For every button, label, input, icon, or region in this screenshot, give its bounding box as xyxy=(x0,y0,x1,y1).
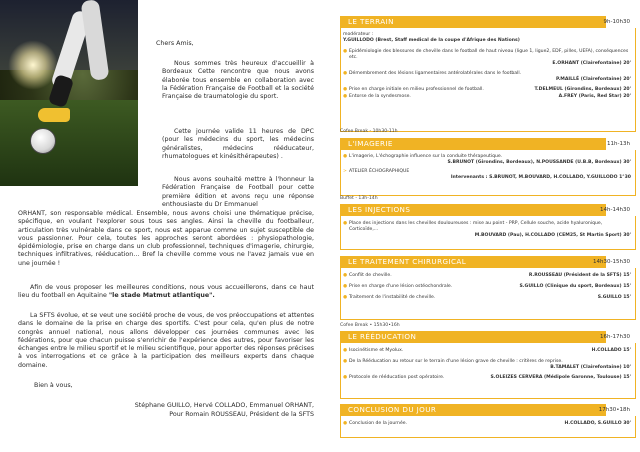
bullet-icon: ● xyxy=(343,154,348,159)
letter-closing: Bien à vous, xyxy=(34,382,73,389)
stadium-light xyxy=(8,40,58,90)
program-item: ● Place des injections dans les chevilles douloureuses : mise au point - PRP, Cellule souche, acide hyaluronique, Corticoïde,... M.BOUVARD (Pau), H.COLLADO (CEM25, St Martin Sport) 30' xyxy=(343,221,631,238)
letter-paragraph: Cette journée valide 11 heures de DPC (pour les médecins du sport, les médecins généralistes, médecins rééducateur, rhumatologues et kinésithérapeutes) . xyxy=(162,128,314,160)
section-time: 17h30•18h xyxy=(598,407,630,413)
moderator-name: Y.GUILLODO (Brest, Staff medical de la coupe d'Afrique des Nations) xyxy=(343,38,520,43)
bullet-icon: ● xyxy=(343,87,348,92)
section-terrain xyxy=(340,16,636,132)
section-title: L'IMAGERIE xyxy=(340,138,606,150)
section-chirurgical xyxy=(340,256,636,320)
football-boot xyxy=(38,108,70,122)
section-title: CONCLUSION DU JOUR xyxy=(340,404,606,416)
program-item: ● Démembrement des lésions ligamentaires antérolatérales dans le football. P.MAILLÉ (Clairefontaine) 20' xyxy=(343,71,631,82)
section-reeducation xyxy=(340,331,636,399)
section-title: LES INJECTIONS xyxy=(340,204,606,216)
program-item: ● Conflit de cheville. R.ROUSSEAU (Président de la SFTS) 15' xyxy=(343,273,631,278)
bullet-icon: ● xyxy=(343,273,348,278)
section-imagerie xyxy=(340,138,636,196)
moderator-label: modérateur : xyxy=(343,32,374,37)
letter-paragraph: Afin de vous proposer les meilleures conditions, nous vous accueillerons, dans ce haut lieu du football en Aquitaine "le stade Matmut atlantique". xyxy=(18,284,314,300)
bullet-icon: ● xyxy=(343,49,348,54)
break-label: Buffet - 13h-14h xyxy=(340,196,378,201)
section-conclusion xyxy=(340,404,636,438)
letter-paragraph: La SFTS évolue, et se veut une société proche de vous, de vos préoccupations et attentes dans le domaine de la prise en charge des sportifs. C'est pour cela, qu'en plus de notre congrès annuel national, nous allons développer ces journées communes avec les fédérations, pour que chacun puisse s'enrichir de l'expérience des autres, pour favoriser les échanges entre le milieu sportif et le milieu scientifique, pour apporter des réponses précises à vos interrogations et ce grâce à la participation des meilleurs experts dans chaque domaine. xyxy=(18,312,314,369)
section-injections xyxy=(340,204,636,250)
bullet-icon: ● xyxy=(343,71,348,76)
section-title: LE TERRAIN xyxy=(340,16,606,28)
bullet-icon: ● xyxy=(343,348,348,353)
section-time: 14h-14h30 xyxy=(600,207,630,213)
program-item: ● Prise en charge d'une lésion ostéochondrale. S.GUILLO (Clinique du sport, Bordeaux) 15' xyxy=(343,284,631,289)
program-item: ● Conclusion de la journée. H.COLLADO, S.GUILLO 30' xyxy=(343,421,631,426)
section-time: 9h-10h30 xyxy=(603,19,630,25)
section-title: LE RÉÉDUCATION xyxy=(340,331,606,343)
signature-line: Stéphane GUILLO, Hervé COLLADO, Emmanuel ORHANT, xyxy=(134,402,314,409)
program-item: ● L'imagerie, L'échographie influence sur la conduite thérapeutique. S.BRUNOT (Girondins, Bordeaux), N.POUSSANDE (U.B.B, Bordeaux) 30' xyxy=(343,154,631,165)
stadium-name: "le stade Matmut atlantique". xyxy=(108,292,215,300)
bullet-icon: ● xyxy=(343,221,348,226)
letter-paragraph: Nous avons souhaité mettre à l'honneur la Fédération Française de Football pour cette première édition et avons reçu une réponse enthousiaste du Dr Emmanuel xyxy=(162,176,314,208)
program-item: ● Epidémiologie des blessures de cheville dans le football de haut niveau (ligue 1, ligue2, EDF, pilles, UEFA), conséquences etc. E.ORHANT (Clairefontaine) 20' xyxy=(343,49,631,66)
letter-greeting: Chers Amis, xyxy=(156,40,194,47)
football-ball-icon xyxy=(30,128,56,154)
break-label: Cofee Break - 10h30-11h xyxy=(340,129,398,134)
program-item: ● Prise en charge initiale en milieu professionnel de football. T.DELMEUL (Girondins, Bordeaux) 20' xyxy=(343,87,631,92)
signature-line: Pour Romain ROUSSEAU, Président de la SFTS xyxy=(169,411,314,418)
program-item: ● Entorse de la syndesmose. A.FREY (Paris, Red Star) 20' xyxy=(343,94,631,99)
program-item: ● Protocole de rééducation post opératoire. S.OLEIZES CERVERA (Médipole Garonne, Toulouse) 15' xyxy=(343,375,631,380)
bullet-icon: ● xyxy=(343,94,348,99)
right-page xyxy=(320,0,640,452)
program-item: ● Isocinétisme et Myolux. H.COLLADO 15' xyxy=(343,348,631,353)
section-title: LE TRAITEMENT CHIRURGICAL xyxy=(340,256,606,268)
program-item: > ATELIER ÉCHOGRAPHIQUE Intervenants : S.BRUNOT, M.BOUVARD, H.COLLADO, Y.GUILLODO 1°30 xyxy=(343,169,631,180)
section-time: 16h-17h30 xyxy=(600,334,630,340)
program-item: ● De la Rééducation au retour sur le terrain d'une lésion grave de cheville : critères de reprise. B.TAMALET (Clairefontaine) 10' xyxy=(343,359,631,370)
break-label: Cofee Break • 15h30•16h xyxy=(340,323,400,328)
section-time: 11h-13h xyxy=(607,141,630,147)
bullet-icon: ● xyxy=(343,295,348,300)
bullet-icon: ● xyxy=(343,375,348,380)
bullet-icon: ● xyxy=(343,359,348,364)
football-photo xyxy=(0,0,138,186)
letter-paragraph: ORHANT, son responsable médical. Ensemble, nous avons choisi une thématique précise, spécifique, en voulant l'explorer sous tous ses angles. Ainsi la cheville du footballeur, articulation très vulnérable dans ce sport, nous est apparue comme un sujet susceptible de vous passionner. Pour cela, toutes les approches seront abordées : physiopathologie, épidémiologie, prise en charge dans un club professionnel, techniques d'imagerie, chirurgie, techniques infiltratives, rééducation… Bref la cheville comme vous ne l'avez jamais vue en une journée ! xyxy=(18,210,314,267)
letter-paragraph: Nous sommes très heureux d'accueillir à Bordeaux Cette rencontre que nous avons élaborée tous ensemble en collaboration avec la Fédération Française de Football et la société Française de traumatologie du sport. xyxy=(162,60,314,101)
chevron-right-icon: > xyxy=(343,169,347,174)
section-time: 14h30-15h30 xyxy=(593,259,630,265)
bullet-icon: ● xyxy=(343,421,348,426)
program-item: ● Traitement de l'instabilité de cheville. S.GUILLO 15' xyxy=(343,295,631,300)
bullet-icon: ● xyxy=(343,284,348,289)
